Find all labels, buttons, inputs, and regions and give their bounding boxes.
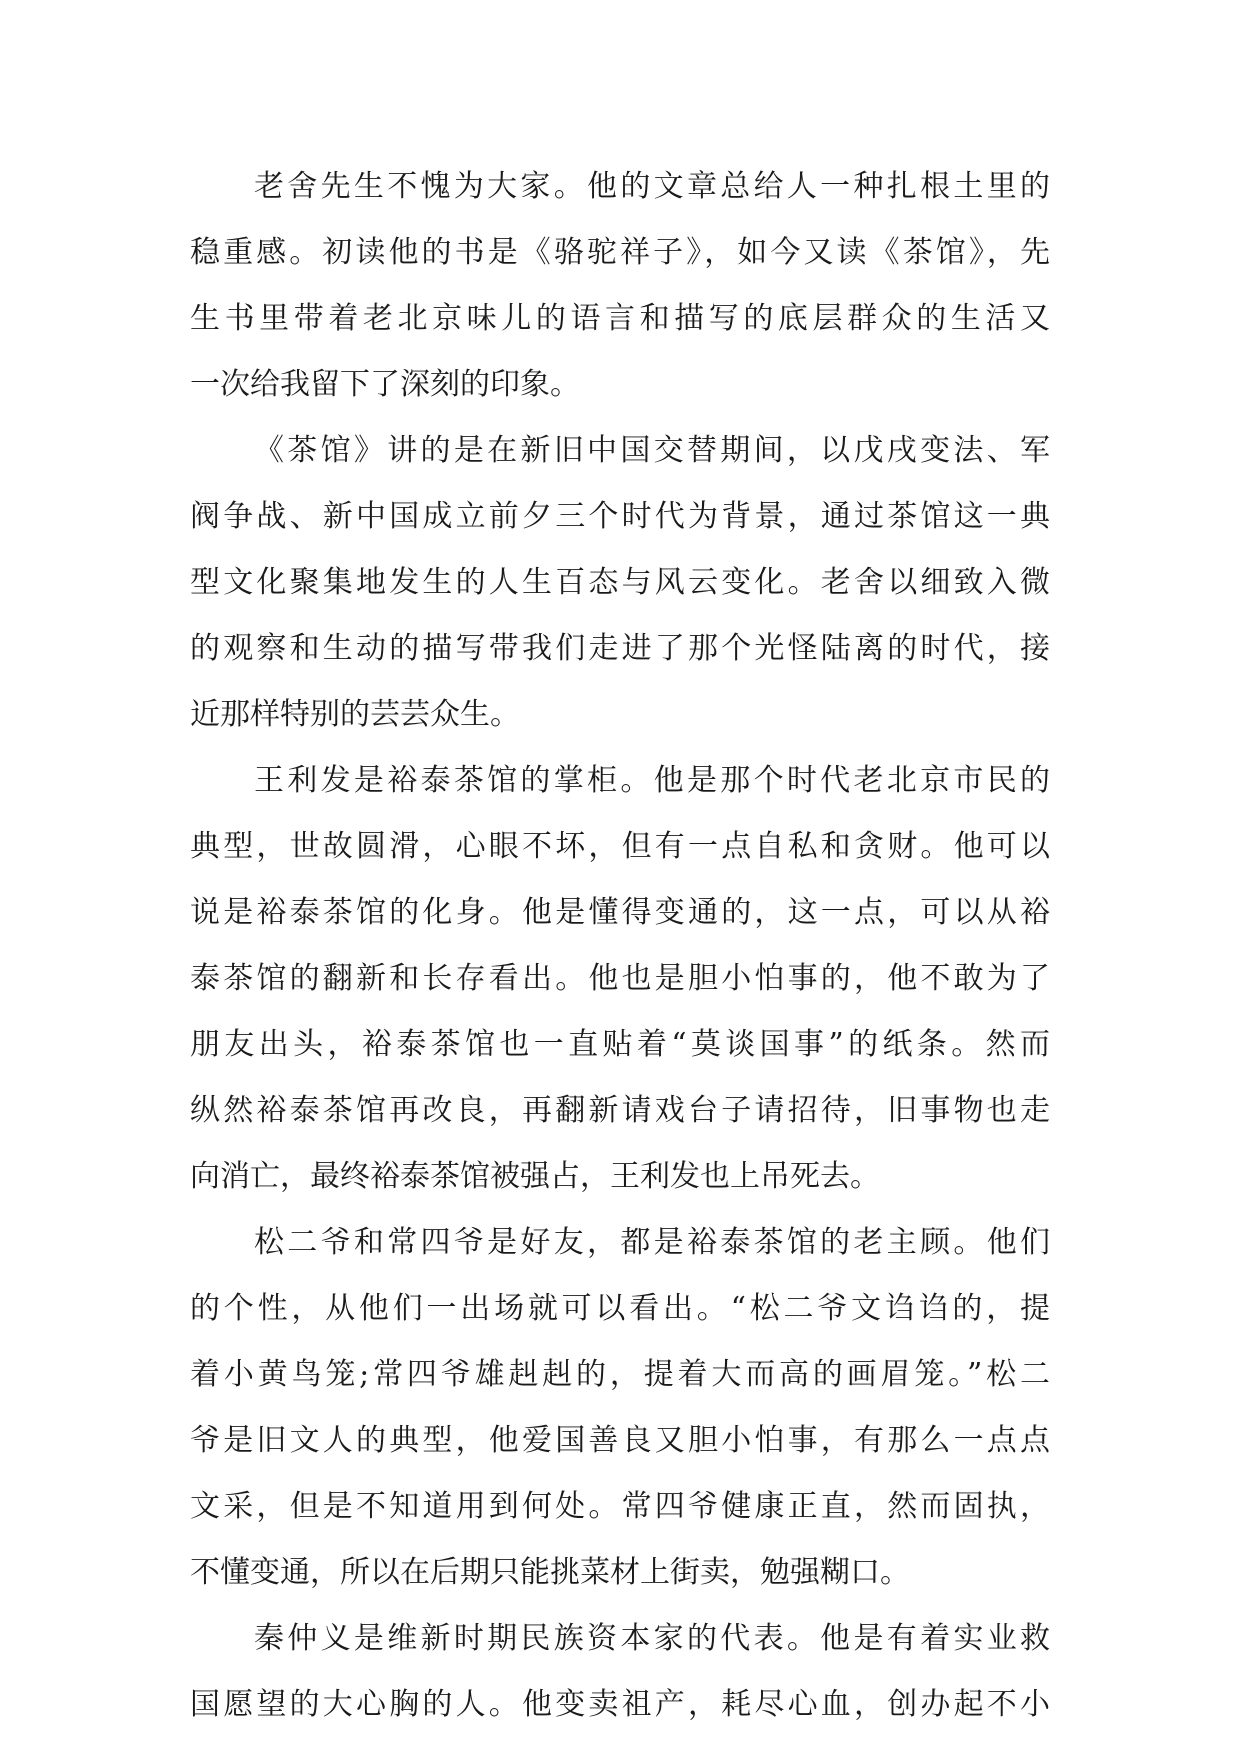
- text-line: 着小黄鸟笼;常四爷雄赳赳的，提着大而高的画眉笼。”松二: [190, 1357, 1050, 1392]
- paragraph-5: [190, 1606, 1050, 1738]
- paragraph-2: [190, 418, 1050, 748]
- text-line: 型文化聚集地发生的人生百态与风云变化。老舍以细致入微: [190, 565, 1050, 600]
- text-line: 《茶馆》讲的是在新旧中国交替期间，以戊戌变法、军: [254, 433, 1050, 468]
- text-line: 松二爷和常四爷是好友，都是裕泰茶馆的老主顾。他们: [254, 1225, 1050, 1260]
- text-line: 爷是旧文人的典型，他爱国善良又胆小怕事，有那么一点点: [190, 1423, 1050, 1458]
- text-line: 生书里带着老北京味儿的语言和描写的底层群众的生活又: [190, 301, 1050, 336]
- text-line: 王利发是裕泰茶馆的掌柜。他是那个时代老北京市民的: [254, 763, 1050, 798]
- text-line: 纵然裕泰茶馆再改良，再翻新请戏台子请招待，旧事物也走: [190, 1093, 1050, 1128]
- text-line: 稳重感。初读他的书是《骆驼祥子》，如今又读《茶馆》，先: [190, 235, 1050, 270]
- paragraph-1: [190, 154, 1050, 418]
- text-line: 国愿望的大心胸的人。他变卖祖产，耗尽心血，创办起不小: [190, 1687, 1050, 1722]
- paragraph-4: [190, 1210, 1050, 1606]
- text-line: 老舍先生不愧为大家。他的文章总给人一种扎根土里的: [254, 169, 1050, 204]
- text-line: 典型，世故圆滑，心眼不坏，但有一点自私和贪财。他可以: [190, 829, 1050, 864]
- text-line: 泰茶馆的翻新和长存看出。他也是胆小怕事的，他不敢为了: [190, 961, 1050, 996]
- text-line: 的个性，从他们一出场就可以看出。“松二爷文诌诌的，提: [190, 1291, 1050, 1326]
- paragraph-3: [190, 748, 1050, 1210]
- text-line: 的观察和生动的描写带我们走进了那个光怪陆离的时代，接: [190, 631, 1050, 666]
- text-line: 说是裕泰茶馆的化身。他是懂得变通的，这一点，可以从裕: [190, 895, 1050, 930]
- text-line: 阀争战、新中国成立前夕三个时代为背景，通过茶馆这一典: [190, 499, 1050, 534]
- text-line: 不懂变通，所以在后期只能挑菜材上街卖，勉强糊口。: [190, 1555, 910, 1590]
- text-line: 朋友出头，裕泰茶馆也一直贴着“莫谈国事”的纸条。然而: [190, 1027, 1050, 1062]
- text-line: 文采，但是不知道用到何处。常四爷健康正直，然而固执，: [190, 1489, 1050, 1524]
- text-line: 秦仲义是维新时期民族资本家的代表。他是有着实业救: [254, 1621, 1050, 1656]
- text-line: 向消亡，最终裕泰茶馆被强占，王利发也上吊死去。: [190, 1159, 880, 1194]
- essay-body: [190, 154, 1050, 1738]
- text-line: 近那样特别的芸芸众生。: [190, 697, 520, 732]
- text-line: 一次给我留下了深刻的印象。: [190, 367, 580, 402]
